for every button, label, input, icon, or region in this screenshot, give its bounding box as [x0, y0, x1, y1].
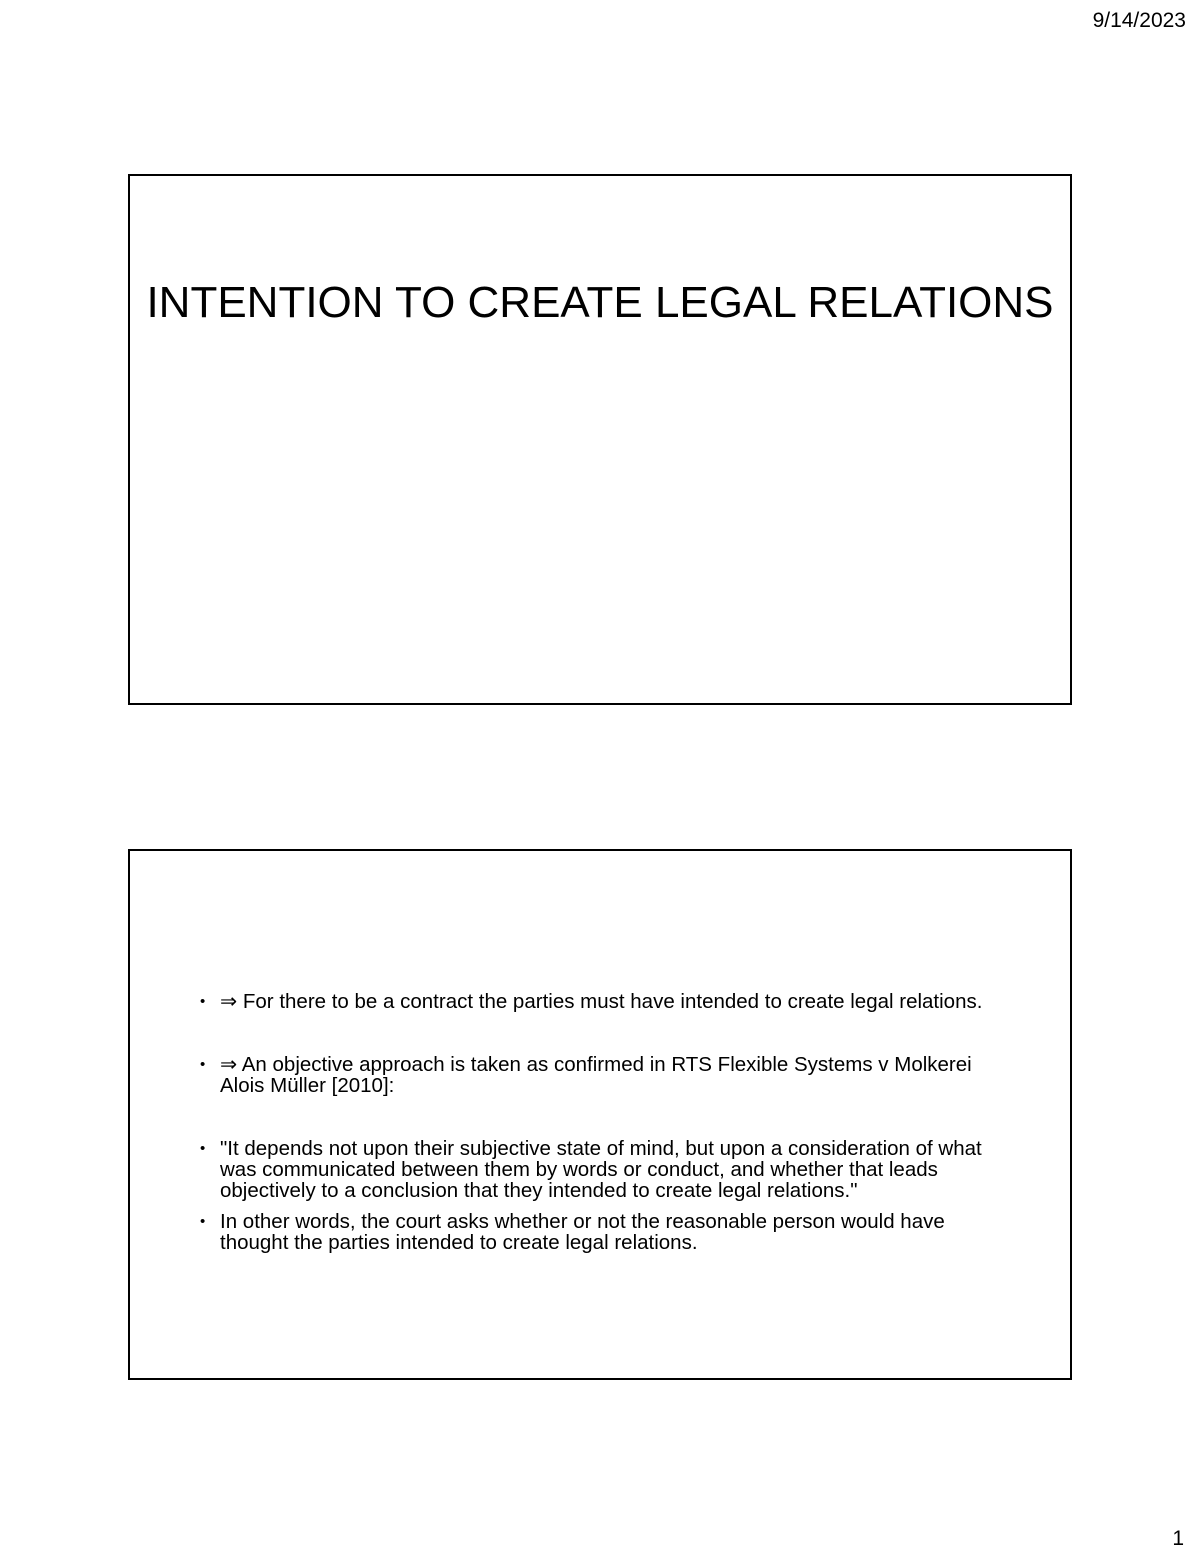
bullet-text: ⇒ An objective approach is taken as confirmed in RTS Flexible Systems v Molkerei Alois Müller [2010]: [220, 1053, 972, 1097]
page-date: 9/14/2023 [1092, 9, 1186, 32]
bullet-item [200, 1054, 1010, 1096]
bullet-text: In other words, the court asks whether or not the reasonable person would have thought the parties intended to create legal relations. [220, 1210, 945, 1254]
bullet-item [200, 1138, 1010, 1201]
bullet-dot-icon: • [200, 1056, 206, 1073]
bullet-text: ⇒ For there to be a contract the parties must have intended to create legal relations. [220, 990, 983, 1013]
bullet-text: "It depends not upon their subjective state of mind, but upon a consideration of what was communicated between them by words or conduct, and whether that leads objectively to a conclusion that they intended to create legal relations." [220, 1137, 982, 1202]
bullet-dot-icon: • [200, 1140, 206, 1157]
bullet-dot-icon: • [200, 1213, 206, 1230]
bullet-item [200, 1211, 1010, 1253]
bullet-dot-icon: • [200, 993, 206, 1010]
bullet-list [200, 991, 1010, 1253]
slide-title: INTENTION TO CREATE LEGAL RELATIONS [146, 278, 1054, 327]
page-number: 1 [1172, 1527, 1184, 1550]
slide-bullet-card [128, 849, 1072, 1380]
bullet-item [200, 991, 1010, 1012]
slide-title-card [128, 174, 1072, 705]
